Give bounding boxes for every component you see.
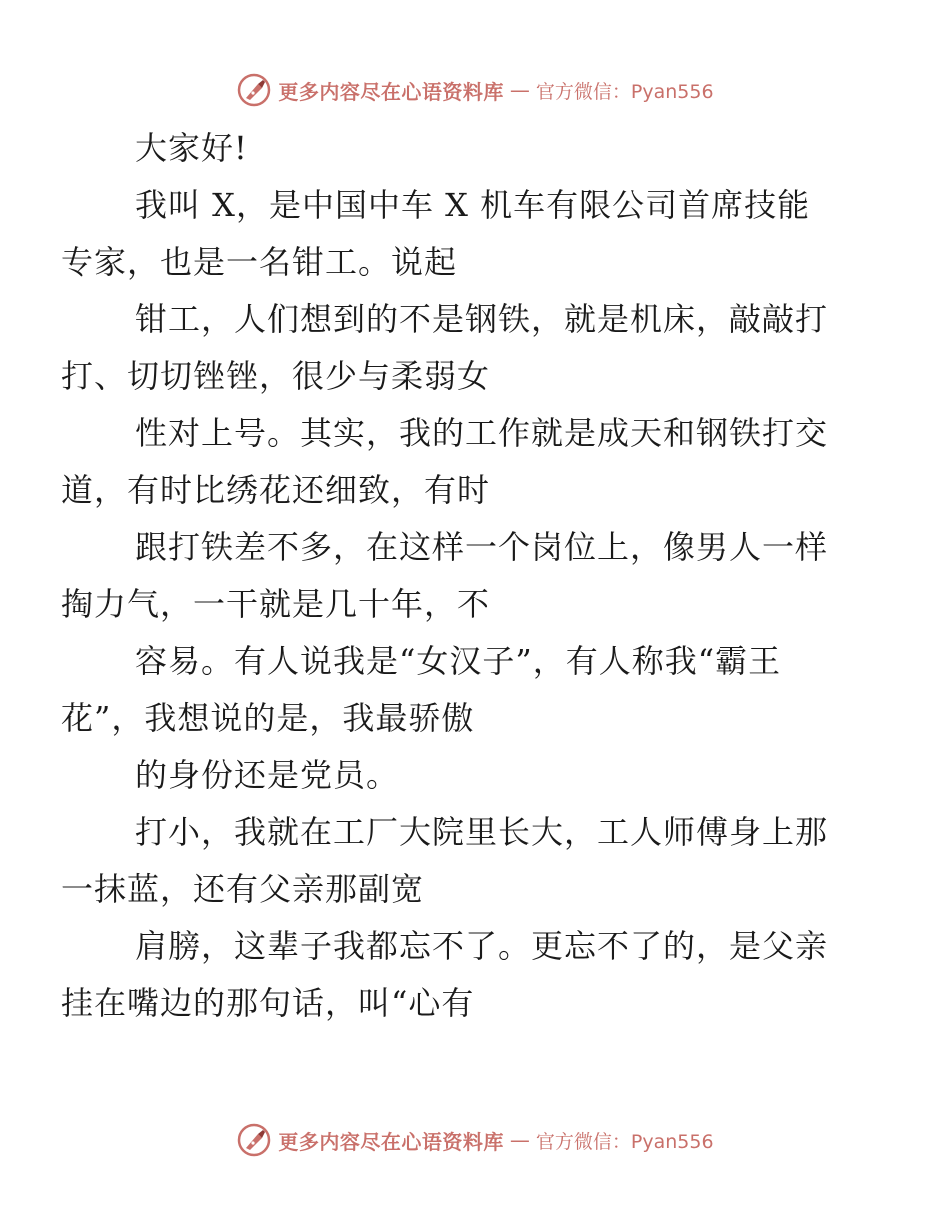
text-line: 跟打铁差不多，在这样一个岗位上，像男人一样	[135, 528, 829, 566]
paragraph-greeting	[98, 120, 858, 177]
text-line: 一抹蓝，还有父亲那副宽	[61, 870, 425, 908]
paragraph	[98, 747, 858, 804]
red-pen-nib-logo-icon	[236, 1122, 272, 1158]
footer-watermark	[0, 1120, 950, 1160]
watermark-dash: —	[509, 78, 530, 102]
text-line: 道，有时比绣花还细致，有时	[61, 471, 491, 509]
paragraph	[61, 918, 858, 1032]
text-line: 挂在嘴边的那句话，叫“心有	[61, 984, 475, 1022]
watermark-wechat-text: 官方微信：Pyan556	[535, 80, 714, 103]
text-line: 专家，也是一名钳工。说起	[61, 243, 458, 281]
text-line: 大家好!	[135, 129, 248, 167]
paragraph	[61, 405, 858, 519]
header-watermark	[0, 70, 950, 110]
text-line: 肩膀，这辈子我都忘不了。更忘不了的，是父亲	[135, 927, 829, 965]
watermark-site-text: 更多内容尽在心语资料库	[278, 1129, 504, 1154]
paragraph	[61, 519, 858, 633]
red-pen-nib-logo-icon	[236, 72, 272, 108]
paragraph	[61, 633, 858, 747]
text-line: 的身份还是党员。	[135, 756, 400, 794]
text-line: 打小，我就在工厂大院里长大，工人师傅身上那	[135, 813, 829, 851]
text-line: 打、切切锉锉，很少与柔弱女	[61, 357, 491, 395]
text-line: 花”，我想说的是，我最骄傲	[61, 699, 475, 737]
document-body	[61, 120, 858, 1032]
paragraph	[61, 804, 858, 918]
text-line: 我叫 X，是中国中车 X 机车有限公司首席技能	[135, 186, 811, 224]
paragraph	[61, 291, 858, 405]
paragraph	[61, 177, 858, 291]
text-line: 掏力气，一干就是几十年，不	[61, 585, 491, 623]
watermark-site-text: 更多内容尽在心语资料库	[278, 79, 504, 104]
text-line: 容易。有人说我是“女汉子”，有人称我“霸王	[135, 642, 782, 680]
text-line: 钳工，人们想到的不是钢铁，就是机床，敲敲打	[135, 300, 829, 338]
text-line: 性对上号。其实，我的工作就是成天和钢铁打交	[135, 414, 829, 452]
watermark-dash: —	[509, 1128, 530, 1152]
watermark-wechat-text: 官方微信：Pyan556	[535, 1130, 714, 1153]
